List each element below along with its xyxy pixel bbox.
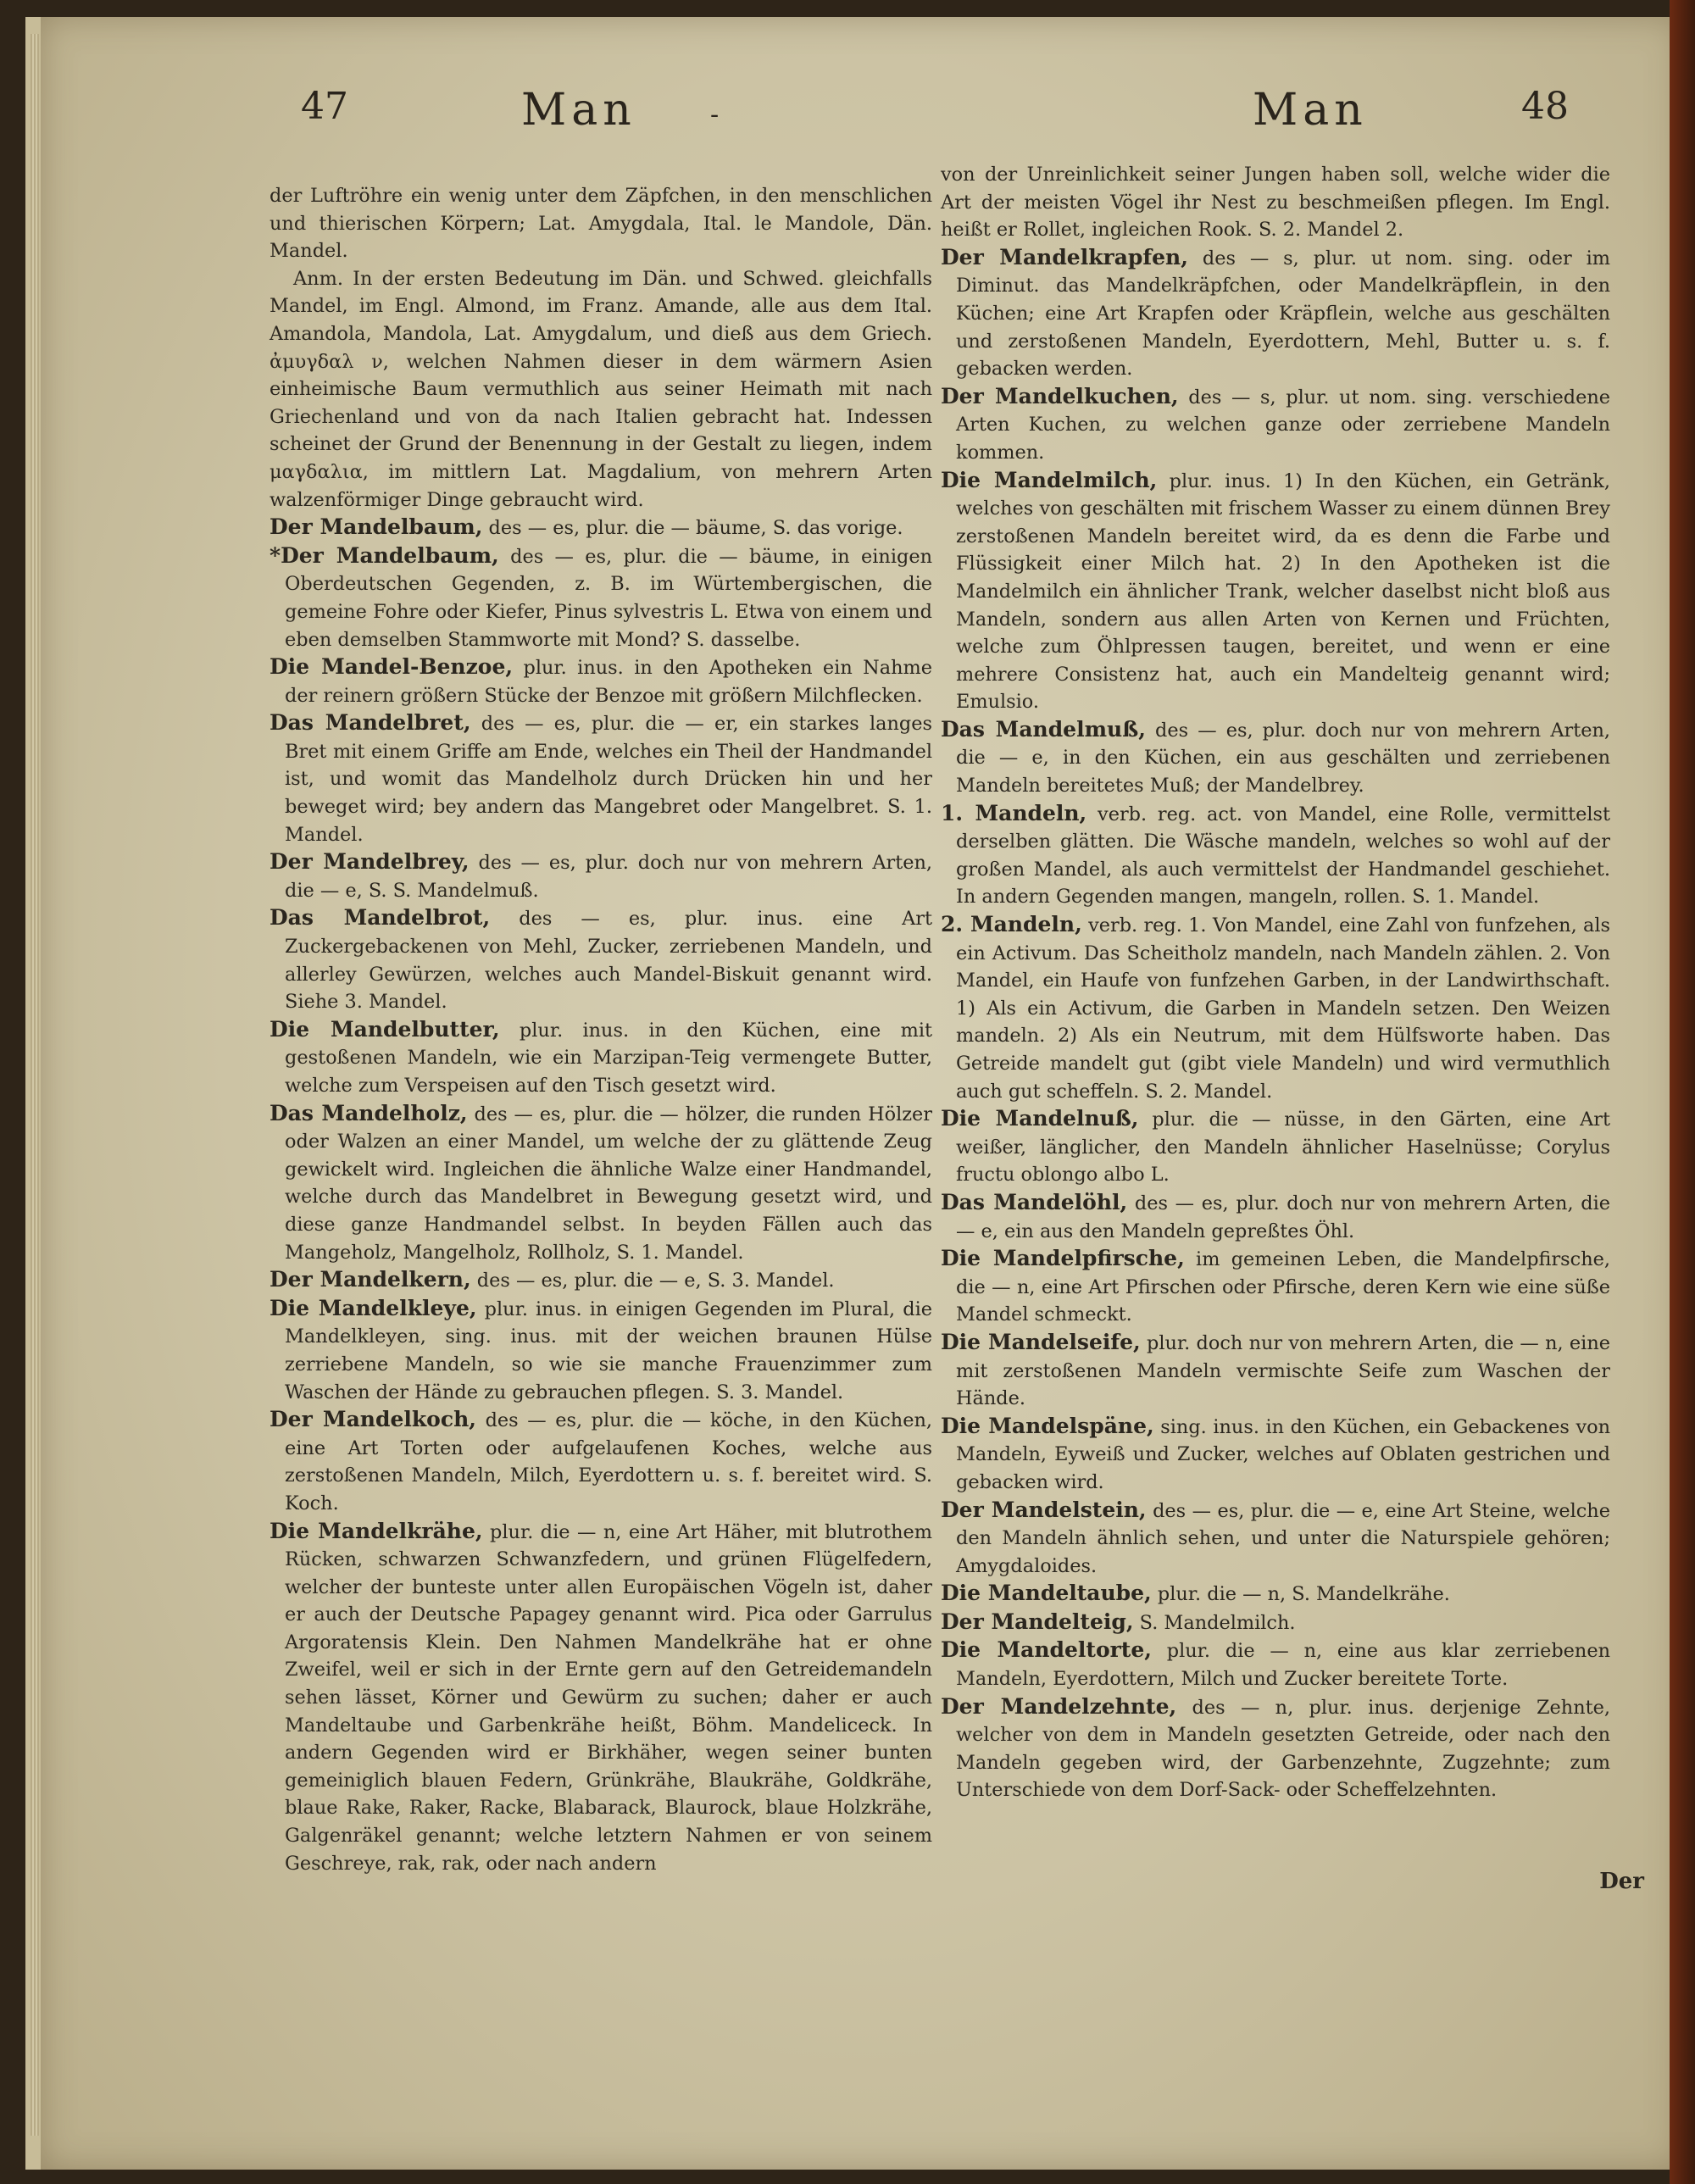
entry-text: des — es, plur. doch nur von mehrern Arten, die — e, ein aus den Mandeln gepreßtes Öhl.: [956, 1192, 1610, 1242]
left-column: [270, 182, 932, 1877]
dictionary-entry: [941, 716, 1610, 800]
entry-text: des — n, plur. inus. derjenige Zehnte, welcher von dem in Mandeln gesetzten Getreide, oder nach den Mandeln gegeben wird, der Garbenzehnte, Zugzehnte; zum Unterschiede von dem Dorf-Sack- oder Scheffelzehnten.: [956, 1696, 1610, 1802]
entry-text: des — es, plur. die — er, ein starkes langes Bret mit einem Griffe am Ende, welches ein Theil der Handmandel ist, und womit das Mandelholz durch Drücken hin und her beweget wird; bey andern das Mangebret oder Mangelbret. S. 1. Mandel.: [285, 713, 932, 846]
dictionary-entry: [941, 1413, 1610, 1497]
entry-text: von der Unreinlichkeit seiner Jungen haben soll, welche wider die Art der meisten Vögel ihr Nest zu beschmeißen pflegen. Im Engl. heißt er Rollet, ingleichen Rook. S. 2. Mandel 2.: [941, 164, 1610, 242]
entry-headword: Das Mandelbrot,: [270, 905, 491, 931]
entry-headword: Das Mandelmuß,: [941, 716, 1146, 742]
entry-text: plur. inus. 1) In den Küchen, ein Getränk, welches von geschälten mit frischem Wasser zu einem dünnen Brey zerstoßenen Mandeln bereitet wird, da es denn die Farbe und Flüssigkeit einer Milch hat. 2) In den Apotheken ist die Mandelmilch ein ähnlicher Trank, welcher daselbst nicht bloß aus Mandeln, sondern aus allen Arten von Kernen und Früchten, welche zum Öhlpressen taugen, bereitet, und wenn er eine mehrere Consistenz hat, auch ein Mandelteig genannt wird; Emulsio.: [956, 470, 1610, 714]
continued-text: [941, 161, 1610, 244]
entry-text: plur. die — n, S. Mandelkrähe.: [1157, 1583, 1450, 1606]
entry-headword: Der Mandelzehnte,: [941, 1693, 1177, 1719]
entry-text: des — es, plur. doch nur von mehrern Arten, die — e, in den Küchen, ein aus geschälten und zerriebenen Mandeln bereitetes Muß; der Mandelbrey.: [956, 719, 1610, 797]
dictionary-entry: [941, 467, 1610, 716]
dictionary-entry: [270, 848, 932, 904]
entry-headword: *Der Mandelbaum,: [270, 542, 499, 568]
entry-headword: Das Mandelbret,: [270, 710, 471, 736]
dictionary-entry: [270, 514, 932, 542]
entry-text: des — es, plur. die — e, eine Art Steine, welche den Mandeln ähnlich sehen, und unter die Naturspiele gehören; Amygdaloides.: [956, 1499, 1610, 1577]
dictionary-entry: [270, 1016, 932, 1100]
dictionary-entry: [270, 1295, 932, 1406]
entry-text: plur. inus. in einigen Gegenden im Plural, die Mandelkleyen, sing. inus. mit der weichen braunen Hülse zerriebene Mandeln, so wie sie manche Frauenzimmer zum Waschen der Hände zu gebrauchen pflegen. S. 3. Mandel.: [285, 1298, 933, 1403]
entry-text: plur. inus. in den Küchen, eine mit gestoßenen Mandeln, wie ein Marzipan-Teig vermengete Butter, welche zum Verspeisen auf den Tisch gesetzt wird.: [285, 1019, 932, 1097]
catchword: Der: [1599, 1869, 1644, 1894]
entry-text: plur. die — n, eine Art Häher, mit blutrothem Rücken, schwarzen Schwanzfedern, und grünen Flügelfedern, welcher der bunteste unter allen Europäischen Vögeln ist, daher er auch der Deutsche Papagey genannt wird. Pica oder Garrulus Argoratensis Klein. Den Nahmen Mandelkrähe hat er ohne Zweifel, weil er sich in der Ernte gern auf den Getreidemandeln sehen lässet, Körner und Gewürm zu suchen; daher er auch Mandeltaube und Garbenkrähe heißt, Böhm. Mandeliceck. In andern Gegenden wird er Birkhäher, wegen seiner bunten gemeiniglich blauen Federn, Grünkrähe, Blaukrähe, Goldkrähe, blaue Rake, Raker, Racke, Blabarack, Blaurock, blaue Holzkrähe, Galgenräkel genannt; welche letztern Nahmen er von seinem Geschreye, rak, rak, oder nach andern: [285, 1520, 933, 1875]
dictionary-entry: [941, 1189, 1610, 1245]
entry-text: des — es, plur. die — bäume, in einigen Oberdeutschen Gegenden, z. B. im Würtembergischen, die gemeine Fohre oder Kiefer, Pinus sylvestris L. Etwa von einem und eben demselben Stammworte mit Mond? S. dasselbe.: [285, 545, 933, 651]
dictionary-entry: [941, 244, 1610, 383]
entry-headword: Der Mandelkoch,: [270, 1407, 476, 1432]
entry-text: des — es, plur. doch nur von mehrern Arten, die — e, S. S. Mandelmuß.: [285, 852, 932, 902]
entry-text: Anm. In der ersten Bedeutung im Dän. und Schwed. gleichfalls Mandel, im Engl. Almond, im Franz. Amande, alle aus dem Ital. Amandola, Mandola, Lat. Amygdalum, und dieß aus dem Griech. ἀμυγδαλ ν, welchen Nahmen dieser in dem wärmern Asien einheimische Baum vermuthlich aus seiner Heimath mit nach Griechenland und von da nach Italien gebracht hat. Indessen scheinet der Grund der Benennung in der Gestalt zu liegen, indem μαγδαλια, im mittlern Lat. Magdalium, von mehrern Arten walzenförmiger Dinge gebraucht wird.: [270, 267, 932, 511]
entry-headword: Die Mandelnuß,: [941, 1106, 1139, 1131]
entry-headword: Das Mandelöhl,: [941, 1189, 1128, 1214]
dictionary-entry: [941, 800, 1610, 911]
entry-headword: 1. Mandeln,: [941, 800, 1087, 825]
binding-edge: [1670, 0, 1695, 2184]
dictionary-entry: [270, 653, 932, 709]
entry-headword: Die Mandel-Benzoe,: [270, 654, 514, 680]
dictionary-entry: [270, 1100, 932, 1267]
entry-text: sing. inus. in den Küchen, ein Gebackenes von Mandeln, Eyweiß und Zucker, welches auf Oblaten gestrichen und gebacken wird.: [956, 1415, 1610, 1493]
entry-headword: Das Mandelholz,: [270, 1100, 468, 1125]
entry-headword: Die Mandelpfirsche,: [941, 1246, 1185, 1271]
entry-text: verb. reg. 1. Von Mandel, eine Zahl von funfzehen, als ein Activum. Das Scheitholz mandeln, nach Mandeln zählen. 2. Von Mandel, ein Haufe von funfzehen Garben, in der Landwirthschaft. 1) Als ein Activum, die Garben in Mandeln setzen. Den Weizen mandeln. 2) Als ein Neutrum, mit dem Hülfsworte haben. Das Getreide mandelt gut (gibt viele Mandeln) und wird vermuthlich auch gut scheffeln. S. 2. Mandel.: [956, 914, 1610, 1103]
left-page-number: 47: [301, 85, 348, 128]
entry-headword: Die Mandeltaube,: [941, 1581, 1152, 1606]
entry-headword: Die Mandelseife,: [941, 1329, 1141, 1354]
dictionary-entry: [941, 1245, 1610, 1329]
dictionary-entry: [941, 911, 1610, 1105]
entry-headword: Die Mandelmilch,: [941, 467, 1158, 492]
entry-headword: Der Mandelstein,: [941, 1497, 1147, 1522]
continued-text: [270, 182, 932, 265]
entry-headword: Der Mandelkern,: [270, 1267, 471, 1292]
entry-text: des — es, plur. die — bäume, S. das vorige.: [488, 517, 903, 540]
dictionary-entry: [270, 709, 932, 848]
entry-headword: Die Mandeltorte,: [941, 1637, 1152, 1663]
entry-headword: Der Mandelkuchen,: [941, 383, 1179, 408]
entry-text: des — s, plur. ut nom. sing. verschiedene Arten Kuchen, zu welchen ganze oder zerriebene Mandeln kommen.: [956, 386, 1610, 464]
dictionary-entry: [941, 1329, 1610, 1413]
entry-text: des — s, plur. ut nom. sing. oder im Diminut. das Mandelkräpfchen, oder Mandelkräpflein, in den Küchen; eine Art Krapfen oder Kräpflein, welche aus geschälten und zerstoßenen Mandeln, Eyerdottern, Mehl, Butter u. s. f. gebacken werden.: [956, 247, 1610, 381]
entry-headword: Die Mandelbutter,: [270, 1016, 500, 1042]
entry-headword: Die Mandelkleye,: [270, 1295, 477, 1320]
entry-text: im gemeinen Leben, die Mandelpfirsche, die — n, eine Art Pfirschen oder Pfirsche, deren Kern wie eine süße Mandel schmeckt.: [956, 1248, 1610, 1326]
entry-text: plur. die — n, eine aus klar zerriebenen Mandeln, Eyerdottern, Milch und Zucker bereitete Torte.: [956, 1640, 1610, 1691]
dictionary-entry: [941, 383, 1610, 467]
entry-text: des — es, plur. die — hölzer, die runden Hölzer oder Walzen an einer Mandel, um welche der zu glättende Zeug gewickelt wird. Ingleichen die ähnliche Walze einer Handmandel, welche durch das Mandelbret in Bewegung gesetzt wird, und diese ganze Handmandel selbst. In beyden Fällen auch das Mangeholz, Mangelholz, Rollholz, S. 1. Mandel.: [285, 1103, 932, 1264]
dictionary-entry: [941, 1609, 1610, 1637]
dictionary-entry: [941, 1637, 1610, 1692]
right-page-number: 48: [1521, 85, 1569, 128]
dictionary-entry: [941, 1105, 1610, 1189]
entry-headword: Der Mandelkrapfen,: [941, 244, 1188, 270]
entry-headword: Die Mandelkrähe,: [270, 1518, 483, 1543]
entry-text: plur. doch nur von mehrern Arten, die — n, eine mit zerstoßenen Mandeln vermischte Seife zum Waschen der Hände.: [956, 1331, 1610, 1410]
entry-text: des — es, plur. inus. eine Art Zuckergebackenen von Mehl, Zucker, zerriebenen Mandeln, und allerley Gewürzen, welches auch Mandel-Biskuit genannt wird. Siehe 3. Mandel.: [285, 908, 933, 1014]
entry-headword: Der Mandelbaum,: [270, 514, 483, 540]
header-dash: -: [710, 100, 720, 130]
dictionary-entry: [270, 904, 932, 1015]
entry-text: des — es, plur. die — köche, in den Küchen, eine Art Torten oder aufgelaufenen Koches, welche aus zerstoßenen Mandeln, Milch, Eyerdottern u. s. f. bereitet wird. S. Koch.: [285, 1409, 932, 1514]
dictionary-entry: [270, 1518, 932, 1878]
annotation-paragraph: [270, 265, 932, 514]
dictionary-entry: [270, 1266, 932, 1295]
entry-text: des — es, plur. die — e, S. 3. Mandel.: [476, 1270, 835, 1292]
page-edge-stack: [31, 34, 39, 2136]
entry-headword: 2. Mandeln,: [941, 912, 1082, 937]
dictionary-entry: [270, 1406, 932, 1517]
entry-headword: Der Mandelteig,: [941, 1609, 1134, 1634]
entry-text: plur. die — nüsse, in den Gärten, eine Art weißer, länglicher, den Mandeln ähnlicher Haselnüsse; Corylus fructu oblongo albo L.: [956, 1109, 1610, 1186]
dictionary-entry: [270, 542, 932, 653]
entry-text: verb. reg. act. von Mandel, eine Rolle, vermittelst derselben glätten. Die Wäsche mandeln, welches so wohl auf der großen Mandel, als auch vermittelst der Handmandel geschiehet. In andern Gegenden mangen, mangeln, rollen. S. 1. Mandel.: [956, 803, 1610, 909]
dictionary-entry: [941, 1693, 1610, 1804]
left-running-head: Man: [521, 85, 636, 136]
entry-text: der Luftröhre ein wenig unter dem Zäpfchen, in den menschlichen und thierischen Körpern; Lat. Amygdala, Ital. le Mandole, Dän. Mandel.: [270, 185, 932, 263]
entry-headword: Der Mandelbrey,: [270, 849, 470, 875]
dictionary-entry: [941, 1580, 1610, 1609]
entry-headword: Die Mandelspäne,: [941, 1413, 1154, 1438]
entry-text: plur. inus. in den Apotheken ein Nahme der reinern größern Stücke der Benzoe mit größern Milchflecken.: [285, 657, 932, 707]
right-column: [941, 161, 1610, 1804]
dictionary-entry: [941, 1497, 1610, 1581]
right-running-head: Man: [1253, 85, 1368, 136]
entry-text: S. Mandelmilch.: [1139, 1611, 1296, 1634]
